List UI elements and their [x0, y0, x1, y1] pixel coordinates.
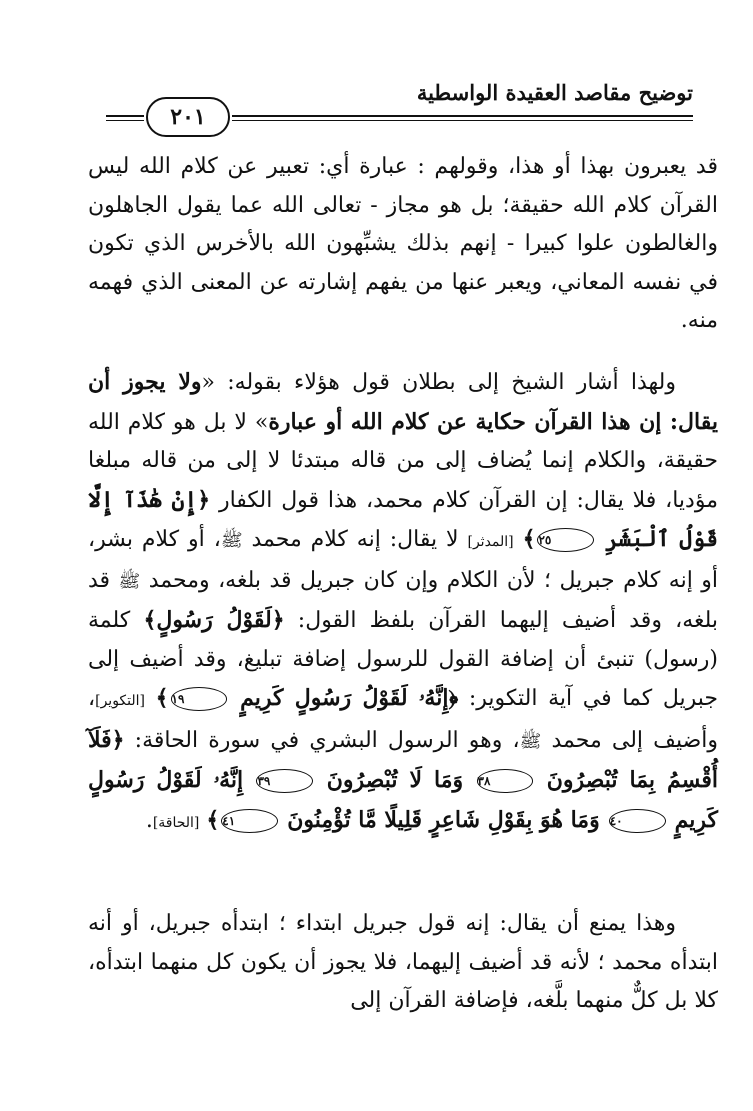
header-rule-left: [106, 115, 144, 117]
header-rule: [232, 115, 693, 117]
quran-verse-end: ﴾: [522, 526, 536, 552]
paragraph-1: [88, 148, 718, 341]
salawat-symbol: ﷺ: [519, 730, 542, 752]
quran-verse: ﴿إِنَّهُۥ لَقَوْلُ رَسُولٍ كَرِيمٍ: [240, 685, 459, 711]
quran-verse: وَمَا لَا تُبْصِرُونَ: [326, 767, 464, 793]
paragraph-2: [88, 363, 718, 842]
quran-verse: ﴿لَقَوْلُ رَسُولٍ﴾: [143, 607, 285, 633]
paragraph-text: ، وأضيف إلى محمد: [88, 686, 718, 753]
running-header-title: توضيح مقاصد العقيدة الواسطية: [416, 80, 693, 105]
ayah-number: ٣٨: [477, 769, 534, 793]
ayah-number: ٣٩: [256, 769, 313, 793]
paragraph-text: .: [145, 807, 153, 833]
ayah-number: ١٩: [171, 687, 228, 711]
surah-reference: [المدثر]: [467, 534, 514, 550]
quran-verse-end: ﴾: [206, 806, 220, 833]
paragraph-text: لا يقال: إنه كلام محمد: [242, 527, 468, 552]
salawat-symbol: ﷺ: [220, 530, 243, 551]
paragraph-text: قد يعبرون بهذا أو هذا، وقولهم : عبارة أي: تعبير عن كلام الله ليس القرآن كلام الله حقيقة؛ بل هو مجاز - تعالى الله عما يقول الجاهلون والغالطون علوا كبيرا - إنهم بذلك يشبِّهون الله بالأخرس الذي تكون في نفسه المعاني، ويعبر عنها من يفهم إشارته عن المعنى الذي فهمه منه.: [88, 154, 718, 333]
paragraph-text: ولهذا أشار الشيخ إلى بطلان قول هؤلاء بقوله: «: [201, 370, 676, 395]
salawat-symbol: ﷺ: [118, 570, 141, 592]
paragraph-text: وهذا يمنع أن يقال: إنه قول جبريل ابتداء ؛ ابتدأه جبريل، أو أنه ابتدأه محمد ؛ لأنه قد أضيف إليهما، فلا يجوز أن يكون كل منهما ابتدأه، كلا بل كلٌّ منهما بلَّغه، فإضافة القرآن إلى: [88, 911, 718, 1013]
header-rule: [232, 120, 693, 121]
surah-reference: [الحاقة]: [152, 814, 200, 831]
quran-verse-end: ﴾: [155, 685, 169, 711]
paragraph-text: قد بلغه، وقد أضيف إليهما القرآن بلفظ القول:: [88, 567, 719, 633]
paragraph-text: ، وهو الرسول البشري في سورة الحاقة:: [124, 727, 520, 753]
quran-verse: وَمَا هُوَ بِقَوْلِ شَاعِرٍ قَلِيلًا مَّا تُؤْمِنُونَ: [287, 806, 600, 833]
paragraph-text: كلمة (رسول) تنبئ أن إضافة القول للرسول إضافة تبليغ، وقد أضيف إلى جبريل كما في آية التكوير:: [88, 608, 718, 711]
paragraph-text: ، أو كلام بشر، أو إنه كلام جبريل ؛ لأن الكلام وإن كان جبريل قد بلغه، ومحمد: [88, 527, 718, 593]
quran-verse: إِنَّهُۥ لَقَوْلُ رَسُولٍ كَرِيمٍ: [88, 767, 718, 833]
header-rule-left: [106, 120, 144, 121]
paragraph-3: [88, 905, 718, 1021]
ayah-number: ٤١: [221, 809, 278, 833]
quoted-text-bold: ولا يجوز أن يقال: إن هذا القرآن حكاية عن كلام الله أو عبارة: [88, 369, 718, 435]
quran-verse: ﴿فَلَآ أُقْسِمُ بِمَا تُبْصِرُونَ: [88, 726, 718, 793]
paragraph-text: » لا بل هو كلام الله حقيقة، والكلام إنما يُضاف إلى من قاله مبتدئا لا إلى من قاله مبلغا مؤديا، فلا يقال: إن القرآن كلام محمد، هذا قول الكفار: [88, 409, 719, 513]
page-number: ٢٠١: [146, 97, 230, 137]
ayah-number: ٤٠: [609, 809, 666, 833]
quran-verse: ﴿إِنْ هَٰذَآ إِلَّا قَوْلُ ٱلْبَشَرِ: [88, 486, 718, 552]
surah-reference: [التكوير]: [95, 693, 145, 709]
ayah-number: ٢٥: [537, 528, 594, 552]
